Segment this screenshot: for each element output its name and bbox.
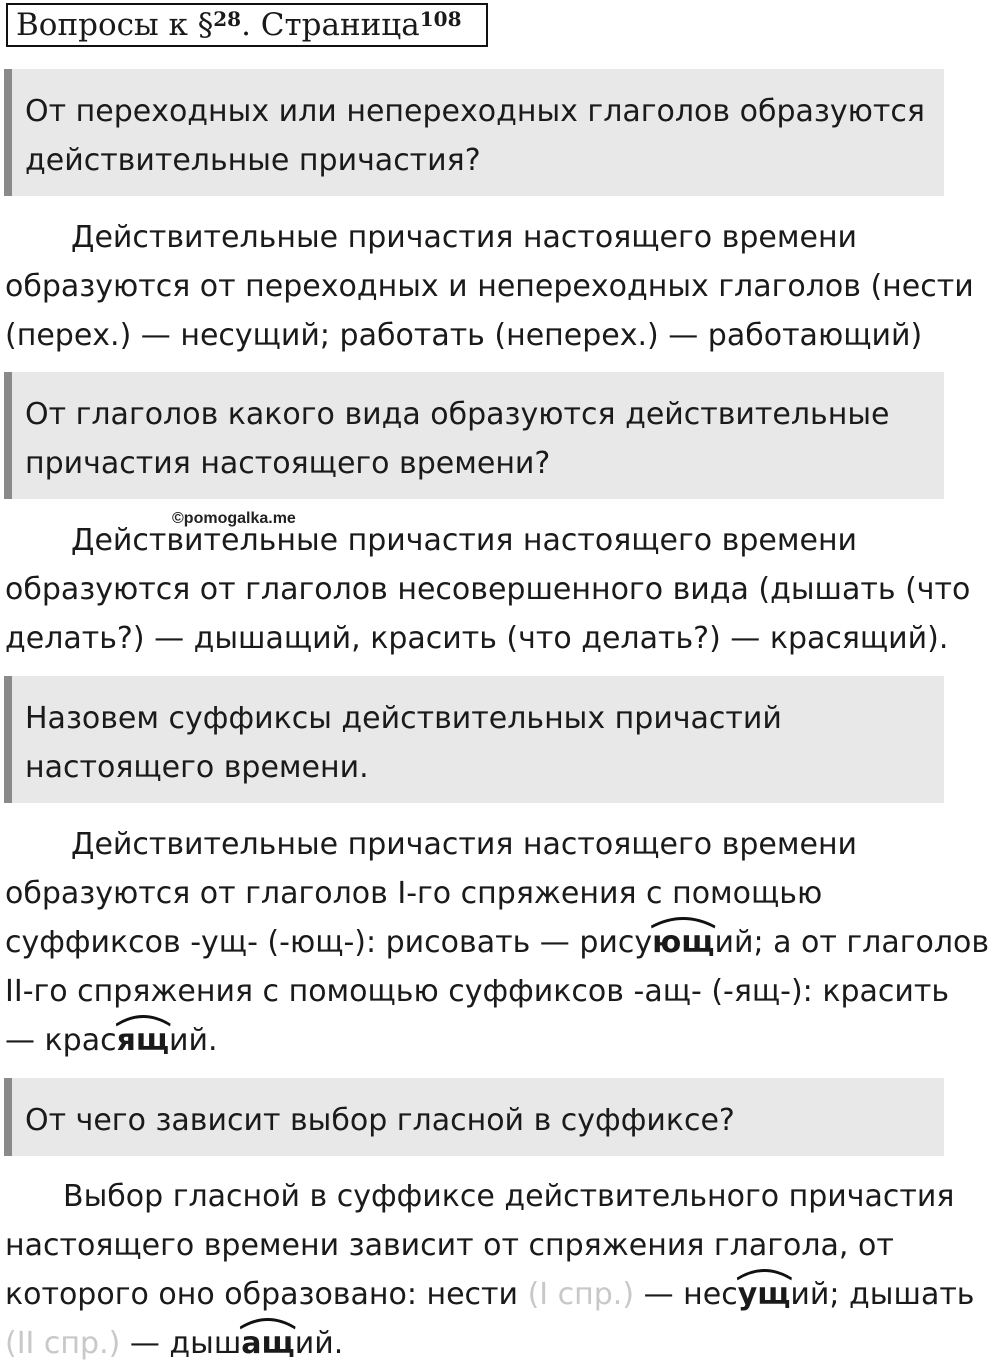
question-line: Назовем суффиксы действительных причастий (25, 701, 782, 736)
answer-line: образуются от глаголов I-го спряжения с помощью (5, 876, 823, 911)
answer-line: образуются от глаголов несовершенного вида (дышать (что (5, 572, 971, 607)
suffix-text: ащ (241, 1326, 295, 1361)
answer-text: — крас (5, 1023, 117, 1058)
answer-text: ий. (169, 1023, 218, 1058)
suffix-text: ящ (116, 1023, 170, 1058)
question-block-2 (4, 372, 944, 499)
question-block-1 (4, 69, 944, 196)
question-line: настоящего времени. (25, 750, 369, 785)
paragraph-number: 28 (213, 7, 242, 31)
answer-line: II-го спряжения с помощью суффиксов -ащ- (-ящ-): красить (5, 974, 950, 1009)
answer-text: ий. (294, 1326, 344, 1361)
suffix-mark (241, 1319, 294, 1368)
conjugation-note: (I спр.) (527, 1277, 635, 1312)
answer-line: Действительные причастия настоящего времени (71, 220, 858, 255)
answer-block-3 (5, 820, 989, 1065)
conjugation-note: (II спр.) (5, 1326, 121, 1361)
answer-text: ий; дышать (790, 1277, 975, 1312)
answer-block-4 (5, 1172, 975, 1368)
answer-text: которого оно образовано: нести (5, 1277, 528, 1312)
answer-line: Выбор гласной в суффиксе действительного причастия (63, 1179, 955, 1214)
answer-line (5, 1319, 955, 1368)
question-block-3 (4, 676, 944, 803)
answer-block-1 (5, 213, 974, 360)
answer-text: — дыш (120, 1326, 242, 1361)
question-line: От переходных или непереходных глаголов образуются (25, 94, 925, 129)
question-line: действительные причастия? (25, 143, 481, 178)
suffix-mark (117, 1016, 169, 1065)
answer-block-2 (5, 516, 971, 663)
header-title (6, 3, 488, 47)
page-number: 108 (419, 7, 462, 31)
question-line: От чего зависит выбор гласной в суффиксе? (25, 1103, 735, 1138)
suffix-text: ущ (737, 1277, 791, 1312)
watermark: ©pomogalka.me (172, 510, 296, 527)
answer-line (5, 1016, 955, 1065)
answer-line: образуются от переходных и непереходных глаголов (нести (5, 269, 974, 304)
answer-line: Действительные причастия настоящего времени (71, 827, 858, 862)
answer-line: (перех.) — несущий; работать (неперех.) — работающий) (5, 318, 923, 353)
suffix-text: ющ (652, 925, 715, 960)
answer-line: делать?) — дышащий, красить (что делать?) — красящий). (5, 621, 949, 656)
answer-line: настоящего времени зависит от спряжения глагола, от (5, 1228, 894, 1263)
suffix-arc-icon (650, 914, 716, 928)
question-block-4 (4, 1078, 944, 1156)
answer-text: — нес (634, 1277, 738, 1312)
suffix-mark (652, 918, 714, 967)
suffix-arc-icon (239, 1315, 296, 1329)
header-middle: . Страница (241, 7, 420, 43)
question-line: От глаголов какого вида образуются действительные (25, 397, 890, 432)
answer-text: суффиксов -ущ- (-ющ-): рисовать — рису (5, 925, 653, 960)
question-line: причастия настоящего времени? (25, 446, 551, 481)
suffix-mark (738, 1270, 791, 1319)
answer-text: ий; а от глаголов (714, 925, 989, 960)
answer-line: Действительные причастия настоящего времени (71, 523, 858, 558)
header-prefix: Вопросы к § (16, 7, 214, 43)
answer-line (5, 1270, 975, 1319)
answer-line (5, 918, 989, 967)
suffix-arc-icon (736, 1266, 793, 1280)
suffix-arc-icon (115, 1012, 171, 1026)
